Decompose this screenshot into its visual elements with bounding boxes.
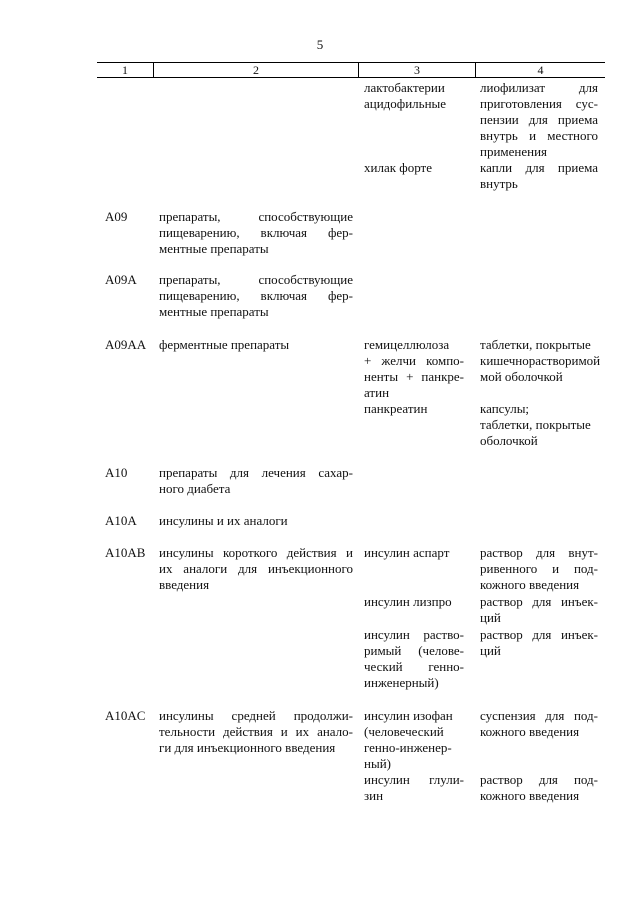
- text-line: раствор для внут-: [480, 545, 598, 560]
- dosage-form-cell: [480, 545, 598, 593]
- text-line: раствор для под-: [480, 772, 598, 787]
- group-name-cell: [159, 465, 353, 497]
- text-line: капсулы;: [480, 401, 530, 416]
- text-line: ментные препараты: [159, 241, 269, 256]
- text-line: ного диабета: [159, 481, 231, 496]
- text-line: ненты + панкре-: [364, 369, 464, 384]
- text-line: внутрь и местного: [480, 128, 598, 143]
- text-line: приготовления сус-: [480, 96, 598, 111]
- text-line: кожного введения: [480, 788, 580, 803]
- text-line: зин: [364, 788, 384, 803]
- text-line: ривенного и под-: [480, 561, 598, 576]
- atc-code: A10AB: [105, 545, 146, 560]
- drug-name-cell: [364, 594, 464, 610]
- dosage-form-cell: [480, 401, 598, 449]
- text-line: пищеварению, включая фер-: [159, 288, 353, 303]
- text-line: введения: [159, 577, 210, 592]
- text-line: применения: [480, 144, 548, 159]
- header-col-3: 3: [414, 63, 420, 77]
- text-line: капли для приема: [480, 160, 598, 175]
- table-header: [97, 62, 605, 78]
- text-line: инсулин глули-: [364, 772, 464, 787]
- text-line: тельности действия и их анало-: [159, 724, 353, 739]
- atc-code: A10: [105, 465, 128, 480]
- text-line: суспензия для под-: [480, 708, 598, 723]
- header-col-2: 2: [253, 63, 259, 77]
- text-line: препараты, способствующие: [159, 209, 353, 224]
- text-line: (человеческий: [364, 724, 444, 739]
- atc-code: A09A: [105, 272, 137, 287]
- atc-code: A10AC: [105, 708, 146, 723]
- text-line: ций: [480, 610, 501, 625]
- group-name-cell: [159, 513, 353, 529]
- header-col-1: 1: [122, 63, 128, 77]
- dosage-form-cell: [480, 772, 598, 804]
- text-line: пищеварению, включая фер-: [159, 225, 353, 240]
- text-line: ферментные препараты: [159, 337, 290, 352]
- header-col-4: 4: [537, 63, 544, 77]
- text-line: ческий генно-: [364, 659, 464, 674]
- text-line: ги для инъекционного введения: [159, 740, 336, 755]
- text-line: атин: [364, 385, 390, 400]
- text-line: кожного введения: [480, 724, 580, 739]
- text-line: мой оболочкой: [480, 369, 563, 384]
- drug-name-cell: [364, 80, 464, 112]
- text-line: таблетки, покрытые: [480, 337, 591, 352]
- text-line: ций: [480, 643, 501, 658]
- group-name-cell: [159, 272, 353, 320]
- group-name-cell: [159, 337, 353, 353]
- atc-code: A09: [105, 209, 128, 224]
- dosage-form-cell: [480, 80, 598, 160]
- text-line: ментные препараты: [159, 304, 269, 319]
- text-line: лиофилизат для: [480, 80, 598, 95]
- text-line: инженерный): [364, 675, 439, 690]
- text-line: внутрь: [480, 176, 518, 191]
- page-number: 5: [316, 37, 324, 52]
- text-line: инсулин изофан: [364, 708, 453, 723]
- text-line: римый (челове-: [364, 643, 464, 658]
- text-line: хилак форте: [364, 160, 432, 175]
- drug-name-cell: [364, 337, 464, 401]
- text-line: + желчи компо-: [364, 353, 464, 368]
- atc-code: A10A: [105, 513, 137, 528]
- group-name-cell: [159, 209, 353, 257]
- text-line: инсулин раство-: [364, 627, 464, 642]
- drug-name-cell: [364, 545, 464, 561]
- text-line: кишечнорастворимой: [480, 353, 601, 368]
- text-line: раствор для инъек-: [480, 594, 598, 609]
- drug-name-cell: [364, 772, 464, 804]
- text-line: инсулины средней продолжи-: [159, 708, 353, 723]
- text-line: генно-инженер-: [364, 740, 452, 755]
- text-line: их аналоги для инъекционного: [159, 561, 353, 576]
- text-line: панкреатин: [364, 401, 428, 416]
- text-line: инсулин лизпро: [364, 594, 452, 609]
- text-line: гемицеллюлоза: [364, 337, 450, 352]
- text-line: ный): [364, 756, 391, 771]
- drug-name-cell: [364, 160, 464, 176]
- drug-name-cell: [364, 708, 464, 772]
- dosage-form-cell: [480, 160, 598, 192]
- text-line: препараты, способствующие: [159, 272, 353, 287]
- dosage-form-cell: [480, 594, 598, 626]
- text-line: кожного введения: [480, 577, 580, 592]
- text-line: ацидофильные: [364, 96, 447, 111]
- text-line: препараты для лечения сахар-: [159, 465, 353, 480]
- text-line: раствор для инъек-: [480, 627, 598, 642]
- text-line: лактобактерии: [364, 80, 445, 95]
- atc-code: A09AA: [105, 337, 147, 352]
- drug-name-cell: [364, 401, 464, 417]
- text-line: таблетки, покрытые: [480, 417, 591, 432]
- text-line: инсулины короткого действия и: [159, 545, 353, 560]
- text-line: инсулины и их аналоги: [159, 513, 288, 528]
- text-line: оболочкой: [480, 433, 538, 448]
- group-name-cell: [159, 545, 353, 593]
- text-line: пензии для приема: [480, 112, 598, 127]
- text-line: инсулин аспарт: [364, 545, 450, 560]
- dosage-form-cell: [480, 627, 598, 659]
- drug-name-cell: [364, 627, 464, 691]
- group-name-cell: [159, 708, 353, 756]
- dosage-form-cell: [480, 708, 598, 740]
- dosage-form-cell: [480, 337, 601, 385]
